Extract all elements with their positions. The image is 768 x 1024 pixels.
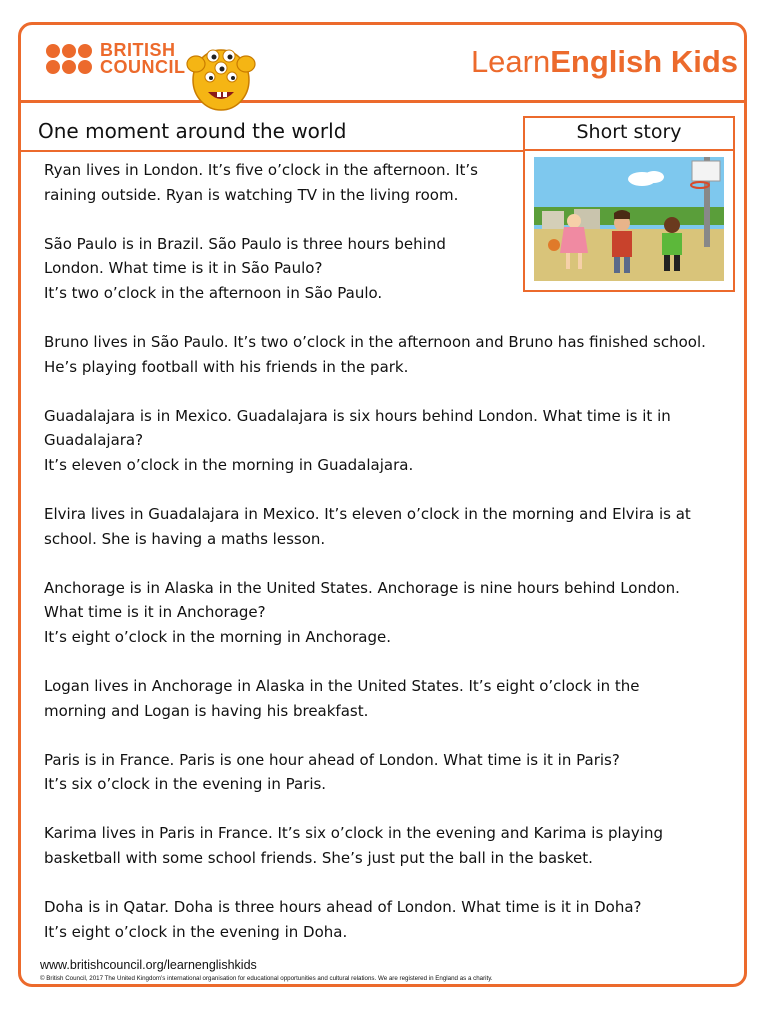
story-line: It’s eight o’clock in the morning in Anchorage.	[44, 627, 391, 646]
logo-kids: Kids	[670, 44, 738, 79]
story-line: What time is it in Anchorage?	[44, 603, 266, 622]
story-line: Guadalajara?	[44, 431, 144, 450]
story-line: Bruno lives in São Paulo. It’s two o’clock in the afternoon and Bruno has finished school.	[44, 332, 706, 351]
story-line: Logan lives in Anchorage in Alaska in the United States. It’s eight o’clock in the	[44, 676, 640, 695]
story-line: London. What time is it in São Paulo?	[44, 259, 323, 278]
story-line: morning and Logan is having his breakfast.	[44, 701, 369, 720]
paragraph	[44, 502, 734, 551]
story-line: Anchorage is in Alaska in the United States. Anchorage is nine hours behind London.	[44, 578, 680, 597]
story-line: raining outside. Ryan is watching TV in the living room.	[44, 185, 459, 204]
paragraph	[44, 895, 734, 944]
story-line: It’s two o’clock in the afternoon in São Paulo.	[44, 283, 383, 302]
logo-text-line2: COUNCIL	[100, 57, 186, 77]
logo-learn: Learn	[470, 44, 551, 79]
page-title: One moment around the world	[38, 119, 347, 143]
paragraph	[44, 576, 734, 650]
footer-copyright: © British Council, 2017 The United Kingdom’s international organisation for educational opportunities and cultural relations. We are registered in England as a charity.	[40, 975, 493, 982]
story-line: basketball with some school friends. She’s just put the ball in the basket.	[44, 848, 593, 867]
logo-english: English	[550, 44, 663, 79]
story-line: Guadalajara is in Mexico. Guadalajara is six hours behind London. What time is it in	[44, 406, 671, 425]
footer-url[interactable]: www.britishcouncil.org/learnenglishkids	[40, 958, 257, 972]
story-line: Karima lives in Paris in France. It’s six o’clock in the evening and Karima is playing	[44, 824, 663, 843]
category-label: Short story	[523, 116, 735, 151]
story-line: It’s six o’clock in the evening in Paris.	[44, 775, 327, 794]
story-line: São Paulo is in Brazil. São Paulo is three hours behind	[44, 234, 446, 253]
paragraph	[44, 674, 734, 723]
british-council-logo	[46, 42, 186, 76]
paragraph	[44, 232, 494, 306]
story-line: It’s eight o’clock in the evening in Doha.	[44, 922, 348, 941]
story-line: He’s playing football with his friends in the park.	[44, 357, 409, 376]
header-divider	[20, 100, 746, 103]
logo-text-line1: BRITISH	[100, 40, 176, 60]
story-line: Doha is in Qatar. Doha is three hours ahead of London. What time is it in Doha?	[44, 897, 642, 916]
monster-mascot-icon	[176, 34, 266, 114]
paragraph	[44, 404, 734, 478]
paragraph	[44, 821, 734, 870]
learnenglish-kids-logo	[471, 44, 738, 80]
story-line: Paris is in France. Paris is one hour ahead of London. What time is it in Paris?	[44, 750, 620, 769]
story-line: Ryan lives in London. It’s five o’clock in the afternoon. It’s	[44, 161, 478, 179]
paragraph	[44, 158, 494, 207]
story-line: It’s eleven o’clock in the morning in Guadalajara.	[44, 455, 414, 474]
british-council-dots-icon	[46, 44, 92, 74]
paragraph	[44, 748, 734, 797]
paragraph	[44, 330, 734, 379]
story-line: Elvira lives in Guadalajara in Mexico. It’s eleven o’clock in the morning and Elvira is at	[44, 504, 691, 523]
story-text	[44, 158, 734, 944]
story-line: school. She is having a maths lesson.	[44, 529, 326, 548]
